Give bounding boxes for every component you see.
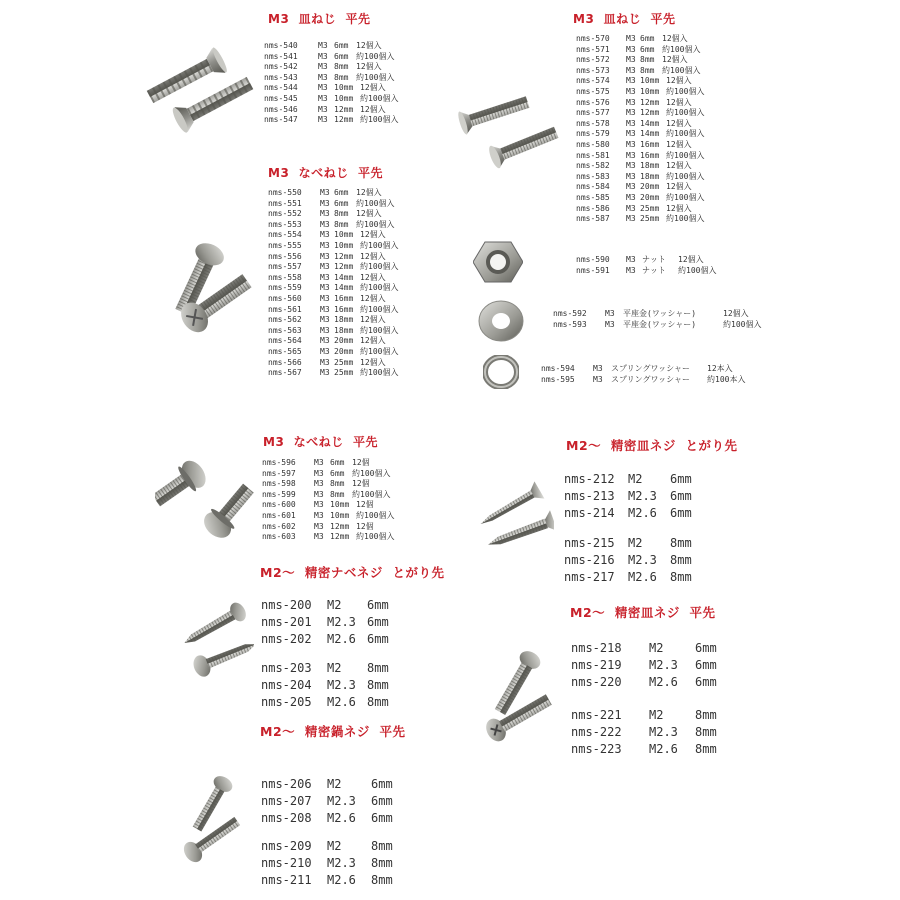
table-row: nms-209 M2 8mm [261, 839, 393, 853]
table-row: nms-566 M3 25mm 12個入 [268, 357, 386, 367]
table-row: nms-594 M3 スプリングワッシャー 12本入 [541, 364, 733, 373]
table-row: nms-601 M3 10mm 約100個入 [262, 510, 395, 520]
table-row: nms-603 M3 12mm 約100個入 [262, 532, 395, 542]
table-row: nms-563 M3 18mm 約100個入 [268, 325, 399, 335]
table-row: nms-551 M3 6mm 約100個入 [268, 198, 395, 208]
table-row: nms-592 M3 平座金(ワッシャー) 12個入 [553, 309, 749, 318]
table-row: nms-575 M3 10mm 約100個入 [576, 86, 705, 96]
table-row: nms-546 M3 12mm 12個入 [264, 104, 386, 114]
table-row: nms-201 M2.3 6mm [261, 615, 389, 629]
table-row: nms-593 M3 平座金(ワッシャー) 約100個入 [553, 319, 762, 329]
table-row: nms-205 M2.6 8mm [261, 695, 389, 709]
table-row: nms-543 M3 8mm 約100個入 [264, 72, 395, 82]
table-row: nms-558 M3 14mm 12個入 [268, 272, 386, 282]
table-row: nms-587 M3 25mm 約100個入 [576, 214, 705, 224]
table-row: nms-542 M3 8mm 12個入 [264, 62, 382, 72]
table-row: nms-206 M2 6mm [261, 777, 393, 791]
table-row: nms-552 M3 8mm 12個入 [268, 209, 382, 219]
section-title-pan-m3-a: M3 なべねじ 平先 [268, 166, 384, 180]
table-row: nms-559 M3 14mm 約100個入 [268, 283, 399, 293]
table-row: nms-570 M3 6mm 12個入 [576, 34, 688, 43]
table-row: nms-595 M3 スプリングワッシャー 約100本入 [541, 374, 746, 384]
table-row: nms-222 M2.3 8mm [571, 725, 717, 739]
table-row: nms-571 M3 6mm 約100個入 [576, 44, 701, 54]
precision-flat-head-screw-image [468, 650, 558, 742]
table-row: nms-202 M2.6 6mm [261, 632, 389, 646]
table-row: nms-213 M2.3 6mm [564, 489, 692, 503]
table-row: nms-210 M2.3 8mm [261, 856, 393, 870]
table-row: nms-550 M3 6mm 12個入 [268, 188, 382, 197]
table-row: nms-580 M3 16mm 12個入 [576, 139, 692, 149]
flat-head-machine-screw-image [455, 95, 565, 175]
precision-pan-tapping-screw-image [172, 598, 254, 683]
spec-table-precision-pan-pointed [261, 597, 389, 711]
hex-nut-image [473, 240, 523, 285]
table-row: nms-545 M3 10mm 約100個入 [264, 93, 399, 103]
table-row: nms-599 M3 8mm 約100個入 [262, 489, 391, 499]
table-row: nms-600 M3 10mm 12個 [262, 500, 374, 510]
table-row: nms-544 M3 10mm 12個入 [264, 83, 386, 93]
table-row: nms-560 M3 16mm 12個入 [268, 293, 386, 303]
section-title-precision-flat-pointed: M2～ 精密皿ネジ とがり先 [566, 438, 738, 453]
table-row: nms-584 M3 20mm 12個入 [576, 182, 692, 192]
table-row: nms-564 M3 20mm 12個入 [268, 336, 386, 346]
spec-table-precision-pan-flat [261, 776, 393, 889]
table-row: nms-576 M3 12mm 12個入 [576, 97, 692, 107]
precision-pan-flat-screw-image [165, 772, 245, 867]
spec-table-flat-m3-a [264, 41, 398, 126]
table-row: nms-216 M2.3 8mm [564, 553, 692, 567]
table-row: nms-567 M3 25mm 約100個入 [268, 368, 399, 378]
table-row: nms-212 M2 6mm [564, 472, 692, 486]
table-row: nms-598 M3 8mm 12個 [262, 479, 370, 489]
pan-head-screw-with-washers-image [155, 450, 260, 545]
table-row: nms-223 M2.6 8mm [571, 742, 717, 756]
precision-flat-tapping-screw-image [462, 480, 554, 565]
table-row: nms-208 M2.6 6mm [261, 811, 393, 825]
spec-table-nut [576, 255, 716, 276]
table-row: nms-220 M2.6 6mm [571, 675, 717, 689]
table-row: nms-602 M3 12mm 12個 [262, 521, 374, 531]
table-row: nms-547 M3 12mm 約100個入 [264, 115, 399, 125]
table-row: nms-565 M3 20mm 約100個入 [268, 346, 399, 356]
table-row: nms-597 M3 6mm 約100個入 [262, 468, 391, 478]
flat-head-screw-image [140, 25, 260, 135]
section-title-flat-m3-a: M3 皿ねじ 平先 [268, 12, 371, 26]
table-row: nms-200 M2 6mm [261, 598, 389, 612]
table-row: nms-596 M3 6mm 12個 [262, 458, 370, 467]
table-row: nms-215 M2 8mm [564, 536, 692, 550]
spec-table-pan-m3-b [262, 458, 394, 543]
table-row: nms-572 M3 8mm 12個入 [576, 55, 688, 65]
spec-table-spring-washer [541, 364, 745, 385]
section-title-pan-m3-b: M3 なべねじ 平先 [263, 435, 379, 449]
table-row: nms-586 M3 25mm 12個入 [576, 203, 692, 213]
table-row: nms-591 M3 ナット 約100個入 [576, 265, 717, 275]
table-row: nms-577 M3 12mm 約100個入 [576, 108, 705, 118]
table-row: nms-590 M3 ナット 12個入 [576, 255, 704, 264]
spring-washer-image [483, 355, 519, 389]
table-row: nms-561 M3 16mm 約100個入 [268, 304, 399, 314]
table-row: nms-585 M3 20mm 約100個入 [576, 192, 705, 202]
table-row: nms-218 M2 6mm [571, 641, 717, 655]
flat-washer-image [478, 300, 524, 342]
spec-table-pan-m3-a [268, 188, 398, 379]
table-row: nms-582 M3 18mm 12個入 [576, 161, 692, 171]
table-row: nms-583 M3 18mm 約100個入 [576, 171, 705, 181]
table-row: nms-540 M3 6mm 12個入 [264, 41, 382, 50]
table-row: nms-581 M3 16mm 約100個入 [576, 150, 705, 160]
table-row: nms-219 M2.3 6mm [571, 658, 717, 672]
table-row: nms-203 M2 8mm [261, 661, 389, 675]
spec-table-washer [553, 309, 761, 330]
spec-table-precision-flat-flat [571, 640, 717, 758]
table-row: nms-562 M3 18mm 12個入 [268, 315, 386, 325]
table-row: nms-574 M3 10mm 12個入 [576, 76, 692, 86]
table-row: nms-214 M2.6 6mm [564, 506, 692, 520]
table-row: nms-541 M3 6mm 約100個入 [264, 51, 395, 61]
table-row: nms-556 M3 12mm 12個入 [268, 251, 386, 261]
table-row: nms-204 M2.3 8mm [261, 678, 389, 692]
spec-table-flat-m3-b [576, 34, 704, 225]
table-row: nms-221 M2 8mm [571, 708, 717, 722]
table-row: nms-553 M3 8mm 約100個入 [268, 219, 395, 229]
spec-table-precision-flat-pointed [564, 471, 692, 586]
section-title-precision-pan-flat: M2～ 精密鍋ネジ 平先 [260, 724, 406, 739]
table-row: nms-573 M3 8mm 約100個入 [576, 65, 701, 75]
section-title-precision-pan-pointed: M2～ 精密ナベネジ とがり先 [260, 565, 445, 580]
section-title-precision-flat-flat: M2～ 精密皿ネジ 平先 [570, 605, 716, 620]
table-row: nms-557 M3 12mm 約100個入 [268, 262, 399, 272]
section-title-flat-m3-b: M3 皿ねじ 平先 [573, 12, 676, 26]
table-row: nms-207 M2.3 6mm [261, 794, 393, 808]
table-row: nms-555 M3 10mm 約100個入 [268, 240, 399, 250]
pan-head-screw-image [148, 232, 268, 342]
table-row: nms-578 M3 14mm 12個入 [576, 118, 692, 128]
table-row: nms-217 M2.6 8mm [564, 570, 692, 584]
table-row: nms-579 M3 14mm 約100個入 [576, 129, 705, 139]
table-row: nms-211 M2.6 8mm [261, 873, 393, 887]
table-row: nms-554 M3 10mm 12個入 [268, 230, 386, 240]
